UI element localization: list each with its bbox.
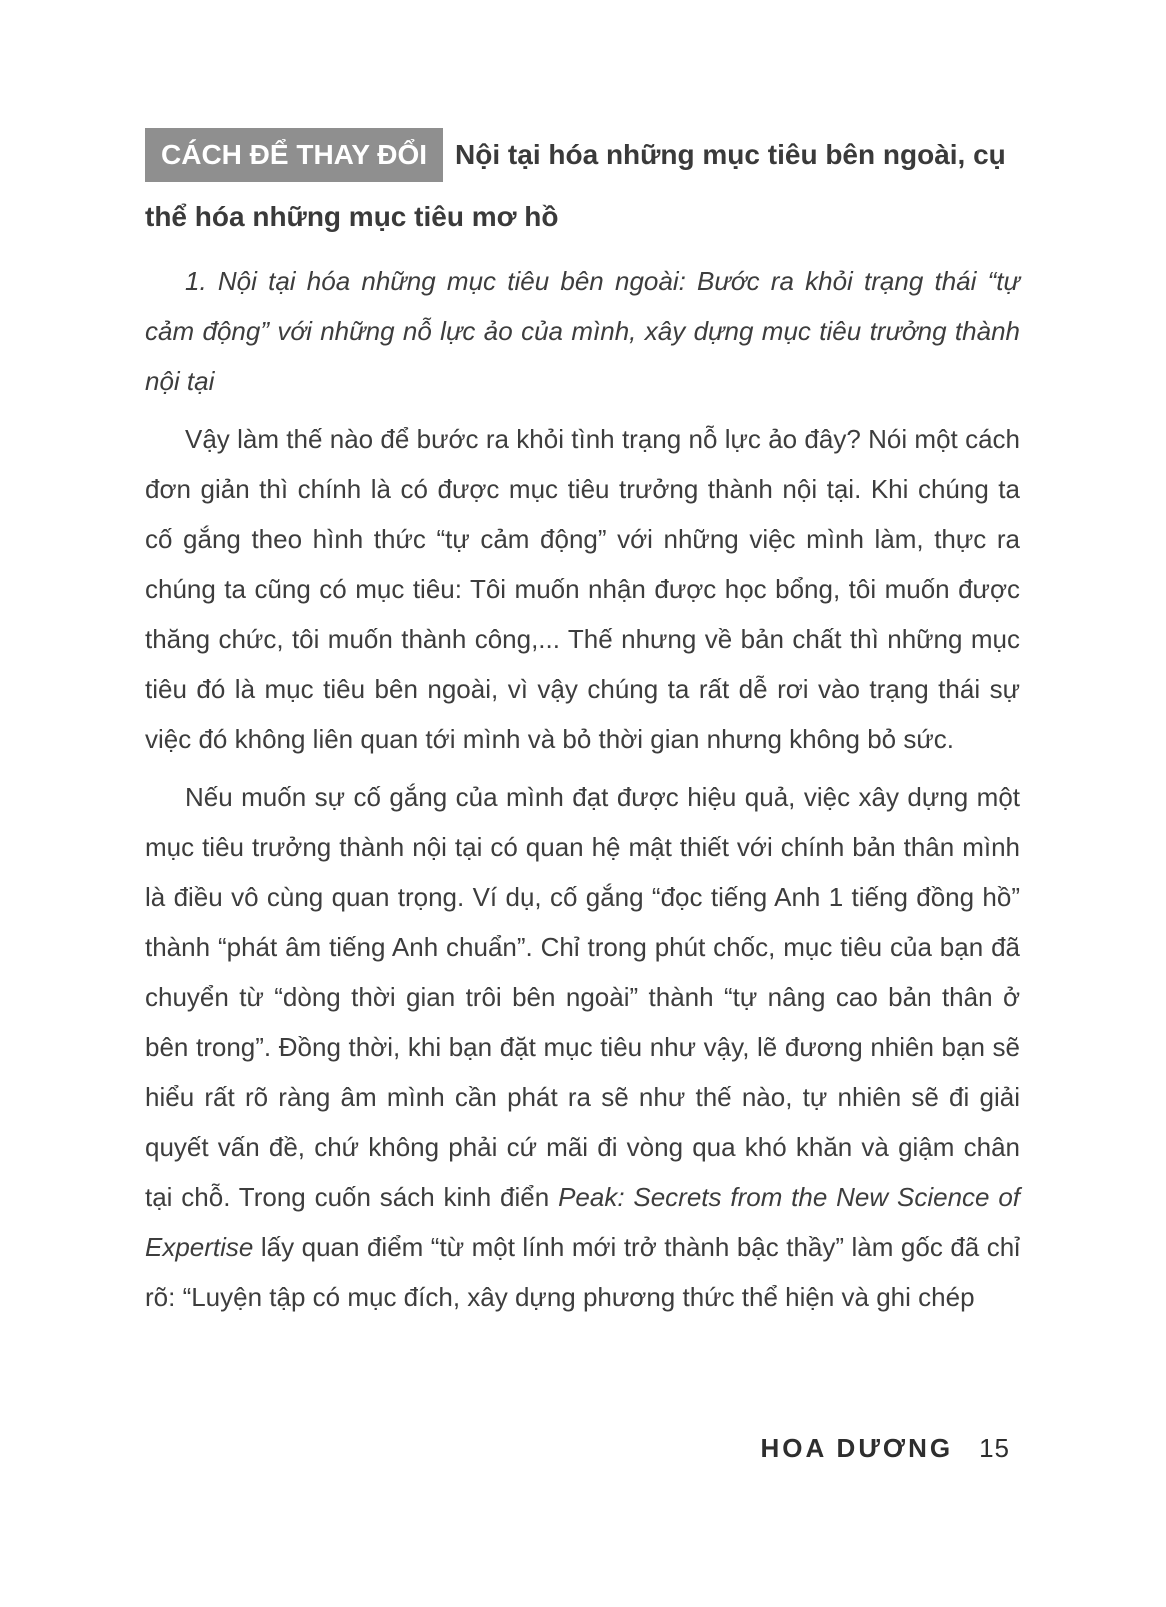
book-title: Peak: Secrets from the New Science of Expertise xyxy=(145,1182,1021,1262)
page-footer xyxy=(761,1430,1010,1466)
paragraph-2-continuation: lấy quan điểm “từ một lính mới trở thành bậc thầy” làm gốc đã chỉ rõ: “Luyện tập có mục đích, xây dựng phương thức thể hiện và ghi chép xyxy=(145,1232,1020,1312)
body-paragraph-1: Vậy làm thế nào để bước ra khỏi tình trạng nỗ lực ảo đây? Nói một cách đơn giản thì chính là có được mục tiêu trưởng thành nội tại. Khi chúng ta cố gắng theo hình thức “tự cảm động” với những việc mình làm, thực ra chúng ta cũng có mục tiêu: Tôi muốn nhận được học bổng, tôi muốn được thăng chức, tôi muốn thành công,... Thế nhưng về bản chất thì những mục tiêu đó là mục tiêu bên ngoài, vì vậy chúng ta rất dễ rơi vào trạng thái sự việc đó không liên quan tới mình và bỏ thời gian nhưng không bỏ sức. xyxy=(145,424,1020,754)
section-heading xyxy=(145,124,1020,248)
intro-paragraph: 1. Nội tại hóa những mục tiêu bên ngoài: Bước ra khỏi trạng thái “tự cảm động” với những nỗ lực ảo của mình, xây dựng mục tiêu trưởng thành nội tại xyxy=(145,266,1020,396)
page-number: 15 xyxy=(979,1433,1010,1463)
paragraph-2-text: Nếu muốn sự cố gắng của mình đạt được hiệu quả, việc xây dựng một mục tiêu trưởng thành nội tại có quan hệ mật thiết với chính bản thân mình là điều vô cùng quan trọng. Ví dụ, cố gắng “đọc tiếng Anh 1 tiếng đồng hồ” thành “phát âm tiếng Anh chuẩn”. Chỉ trong phút chốc, mục tiêu của bạn đã chuyển từ “dòng thời gian trôi bên ngoài” thành “tự nâng cao bản thân ở bên trong”. Đồng thời, khi bạn đặt mục tiêu như vậy, lẽ đương nhiên bạn sẽ hiểu rất rõ ràng âm mình cần phát ra sẽ như thế nào, tự nhiên sẽ đi giải quyết vấn đề, chứ không phải cứ mãi đi vòng qua khó khăn và giậm chân tại chỗ. Trong cuốn sách kinh điển xyxy=(145,782,1020,1212)
section-title: Nội tại hóa những mục tiêu bên ngoài, cụ thể hóa những mục tiêu mơ hồ xyxy=(145,139,1006,232)
section-badge: CÁCH ĐỂ THAY ĐỔI xyxy=(145,128,443,182)
author-name: HOA DƯƠNG xyxy=(760,1433,954,1463)
body-paragraph-2 xyxy=(145,772,1020,1322)
